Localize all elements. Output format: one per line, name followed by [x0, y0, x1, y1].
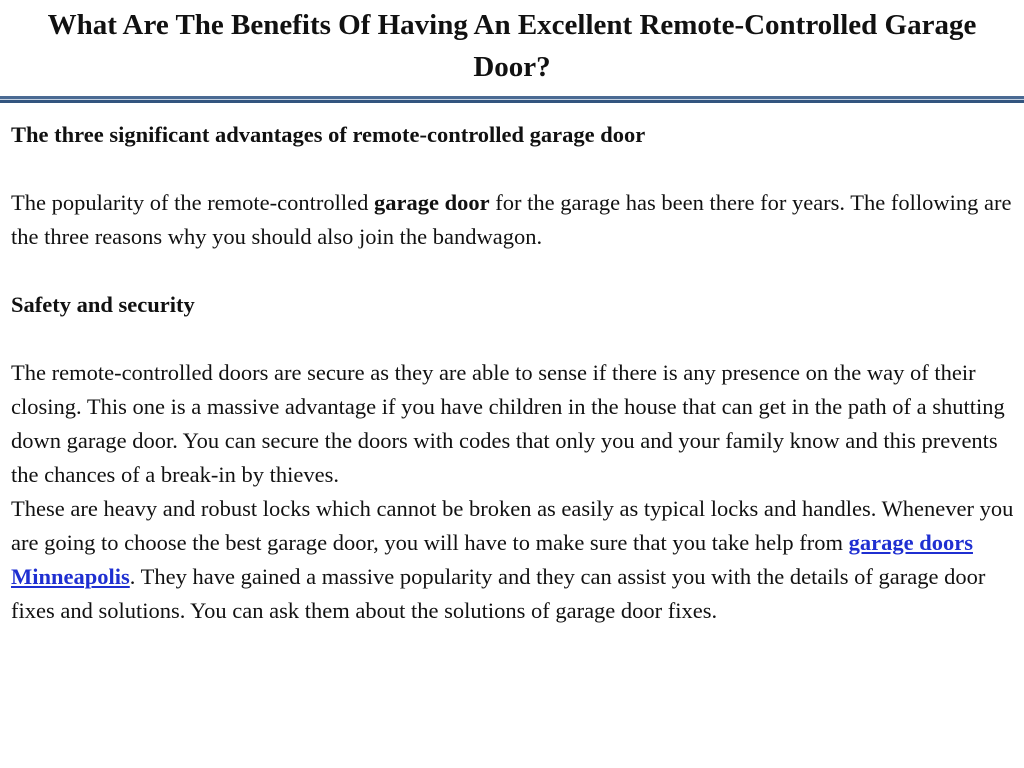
intro-text-start: The popularity of the remote-controlled	[11, 190, 374, 215]
intro-paragraph	[11, 186, 1014, 254]
divider-line-bottom	[0, 100, 1024, 103]
paragraph-spacer	[11, 254, 1014, 288]
page-title: What Are The Benefits Of Having An Excellent Remote-Controlled Garage Door?	[47, 9, 977, 83]
safety-paragraph: The remote-controlled doors are secure as they are able to sense if there is any presence on the way of their closing. This one is a massive advantage if you have children in the house that can get in the path of a shutting down garage door. You can secure the doors with codes that only you and your family know and this prevents the chances of a break-in by thieves.	[11, 360, 1005, 487]
intro-bold-keyword: garage door	[374, 190, 490, 215]
document-body	[11, 118, 1014, 628]
subheading-safety: Safety and security	[11, 292, 195, 317]
intro-text-end: for the garage has been there for years. The following are the three reasons why you should also join the bandwagon.	[11, 190, 1012, 249]
locks-text-end: . They have gained a massive popularity and they can assist you with the details of garage door fixes and solutions. You can ask them about the solutions of garage door fixes.	[11, 564, 986, 623]
paragraph-spacer	[11, 322, 1014, 356]
subheading-advantages: The three significant advantages of remote-controlled garage door	[11, 122, 646, 147]
garage-doors-minneapolis-link[interactable]: garage doors Minneapolis	[11, 530, 973, 589]
locks-text-start: These are heavy and robust locks which cannot be broken as easily as typical locks and handles. Whenever you are going to choose the best garage door, you will have to make sure that you take help from	[11, 496, 1014, 555]
title-divider	[0, 96, 1024, 103]
paragraph-spacer	[11, 152, 1014, 186]
locks-paragraph	[11, 492, 1014, 628]
